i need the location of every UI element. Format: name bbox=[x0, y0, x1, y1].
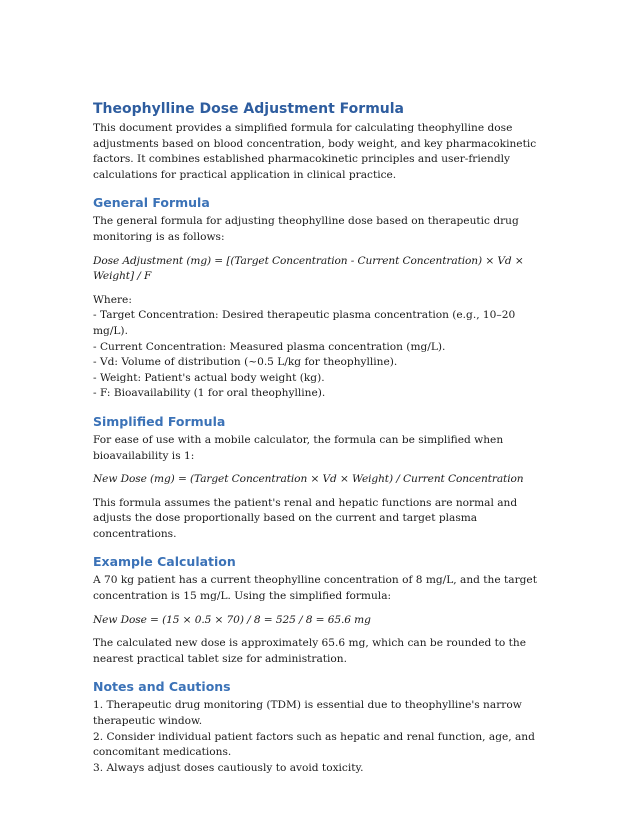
example-calculation-text: A 70 kg patient has a current theophylline concentration of 8 mg/L, and the target concentration is 15 mg/L. Using the simplified formula: bbox=[93, 574, 537, 603]
simplified-formula-text: For ease of use with a mobile calculator, the formula can be simplified when bioavailability is 1: bbox=[93, 433, 504, 462]
where-item: - Target Concentration: Desired therapeutic plasma concentration (e.g., 10–20 mg/L). bbox=[93, 309, 516, 337]
document-title: Theophylline Dose Adjustment Formula bbox=[93, 101, 405, 117]
note-item: 3. Always adjust doses cautiously to avoid toxicity. bbox=[93, 761, 364, 774]
notes-list bbox=[93, 698, 553, 776]
example-calculation-result: The calculated new dose is approximately 65.6 mg, which can be rounded to the nearest practical tablet size for administration. bbox=[93, 637, 526, 665]
general-formula-heading: General Formula bbox=[93, 195, 210, 211]
where-list bbox=[93, 293, 553, 402]
general-formula-equation: Dose Adjustment (mg) = [(Target Concentration - Current Concentration) × Vd × Weight] / F bbox=[93, 254, 524, 283]
note-item: 2. Consider individual patient factors such as hepatic and renal function, age, and concomitant medications. bbox=[93, 730, 535, 759]
simplified-formula-heading: Simplified Formula bbox=[93, 413, 226, 429]
example-calculation-equation: New Dose = (15 × 0.5 × 70) / 8 = 525 / 8 = 65.6 mg bbox=[93, 613, 371, 626]
simplified-formula-equation: New Dose (mg) = (Target Concentration × Vd × Weight) / Current Concentration bbox=[93, 473, 524, 486]
where-item: - Vd: Volume of distribution (~0.5 L/kg for theophylline). bbox=[93, 356, 398, 369]
where-item: - Weight: Patient's actual body weight (kg). bbox=[93, 371, 325, 384]
simplified-formula-note: This formula assumes the patient's renal and hepatic functions are normal and adjusts the dose proportionally based on the current and target plasma concentrations. bbox=[93, 496, 518, 540]
where-item: - F: Bioavailability (1 for oral theophylline). bbox=[93, 387, 326, 400]
note-item: 1. Therapeutic drug monitoring (TDM) is essential due to theophylline's narrow therapeutic window. bbox=[93, 699, 522, 728]
document-page bbox=[93, 100, 553, 776]
where-label: Where: bbox=[93, 293, 132, 306]
where-item: - Current Concentration: Measured plasma concentration (mg/L). bbox=[93, 340, 446, 353]
example-calculation-heading: Example Calculation bbox=[93, 554, 236, 570]
general-formula-text: The general formula for adjusting theophylline dose based on therapeutic drug monitoring is as follows: bbox=[93, 215, 519, 243]
notes-heading: Notes and Cautions bbox=[93, 679, 231, 695]
intro-paragraph: This document provides a simplified formula for calculating theophylline dose adjustments based on blood concentration, body weight, and key pharmacokinetic factors. It combines established pharmacokinetic principles and user-friendly calculations for practical application in clinical practice. bbox=[93, 122, 537, 181]
